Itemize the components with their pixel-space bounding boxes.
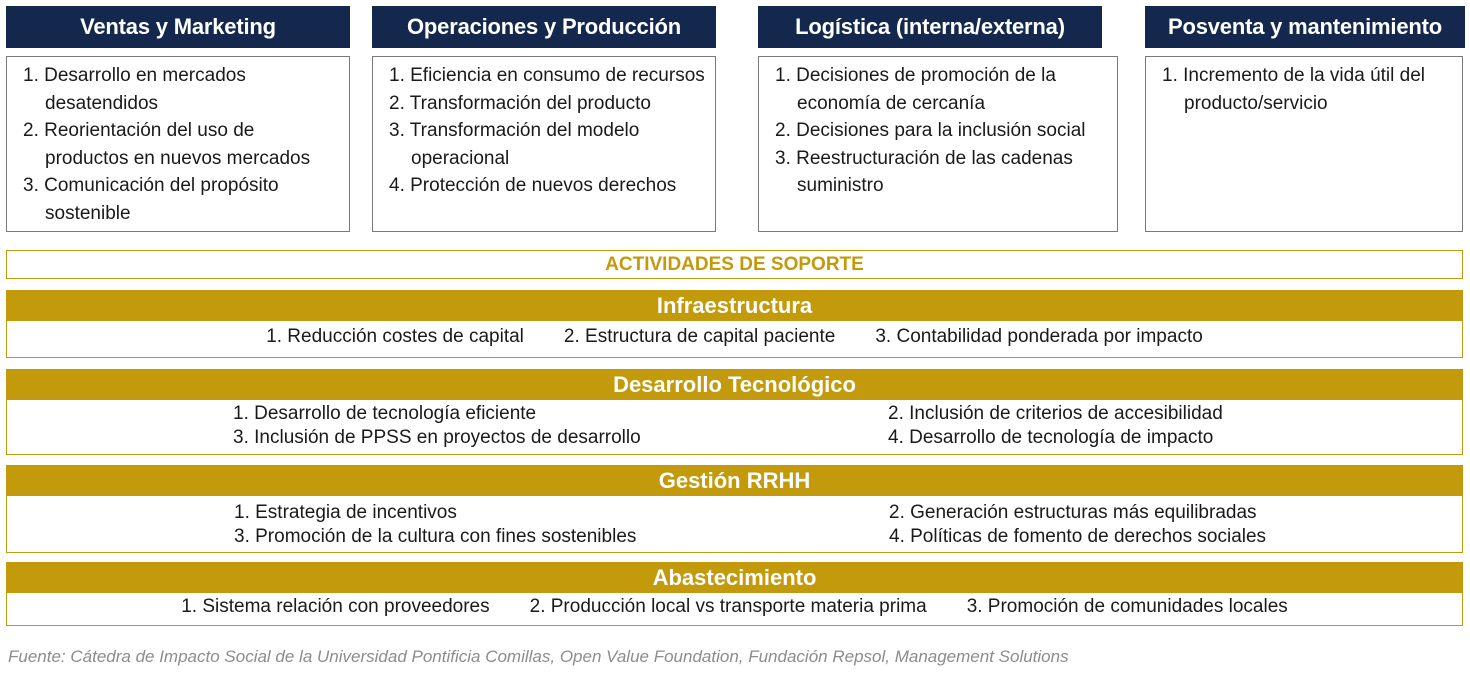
band-item: 4. Desarrollo de tecnología de impacto: [888, 427, 1214, 448]
list-item: 2. Reorientación del uso de productos en nuevos mercados: [23, 120, 311, 169]
column-ventas-marketing: [6, 6, 350, 232]
column-title: Logística (interna/externa): [758, 6, 1102, 48]
list-item: 3. Transformación del modelo operacional: [389, 120, 640, 169]
column-title: Operaciones y Producción: [372, 6, 716, 48]
band-title: Infraestructura: [7, 291, 1462, 321]
band-title: Gestión RRHH: [7, 466, 1462, 496]
list-item: 3. Comunicación del propósito sostenible: [23, 175, 279, 224]
band-abastecimiento: [6, 562, 1463, 626]
list-item: 2. Transformación del producto: [389, 92, 651, 114]
band-item: 1. Desarrollo de tecnología eficiente: [233, 403, 537, 424]
band-title: Abastecimiento: [7, 563, 1462, 593]
list-item: 1. Incremento de la vida útil del producto/servicio: [1162, 65, 1425, 114]
column-posventa: [1145, 6, 1465, 232]
band-items: [7, 321, 1462, 348]
column-items-box: [1145, 56, 1463, 232]
list-item: 4. Protección de nuevos derechos: [389, 175, 677, 196]
band-item: 1. Sistema relación con proveedores: [181, 596, 490, 617]
column-logistica: [758, 6, 1102, 232]
band-gestion-rrhh: [6, 465, 1463, 553]
band-item: 2. Generación estructuras más equilibradas: [889, 502, 1257, 523]
band-items: [7, 496, 1462, 549]
support-activities-title: ACTIVIDADES DE SOPORTE: [6, 250, 1463, 279]
column-items-box: [758, 56, 1118, 232]
band-item: 3. Promoción de la cultura con fines sostenibles: [234, 526, 637, 547]
band-item: 1. Reducción costes de capital: [266, 326, 524, 347]
column-items-box: [372, 56, 716, 232]
band-item: 2. Producción local vs transporte materia prima: [529, 596, 927, 617]
band-item: 3. Contabilidad ponderada por impacto: [875, 326, 1203, 347]
band-item: 3. Inclusión de PPSS en proyectos de desarrollo: [233, 427, 641, 448]
source-footnote: Fuente: Cátedra de Impacto Social de la Universidad Pontificia Comillas, Open Value Foundation, Fundación Repsol, Management Solutions: [8, 647, 1069, 666]
band-infraestructura: [6, 290, 1463, 358]
band-item: 1. Estrategia de incentivos: [234, 502, 457, 523]
band-title: Desarrollo Tecnológico: [7, 370, 1462, 400]
list-item: 1. Eficiencia en consumo de recursos: [389, 65, 705, 86]
band-items: [7, 593, 1462, 618]
list-item: 1. Desarrollo en mercados desatendidos: [23, 65, 246, 114]
list-item: 1. Decisiones de promoción de la economía de cercanía: [775, 65, 1056, 114]
band-item: 3. Promoción de comunidades locales: [966, 596, 1288, 617]
list-item: 3. Reestructuración de las cadenas suministro: [775, 147, 1073, 196]
band-items: [7, 400, 1462, 450]
column-operaciones-produccion: [372, 6, 716, 232]
band-item: 2. Estructura de capital paciente: [563, 326, 836, 347]
list-item: 2. Decisiones para la inclusión social: [775, 120, 1086, 141]
band-item: 2. Inclusión de criterios de accesibilidad: [888, 403, 1223, 424]
band-desarrollo-tecnologico: [6, 369, 1463, 455]
column-title: Ventas y Marketing: [6, 6, 350, 48]
band-item: 4. Políticas de fomento de derechos sociales: [889, 526, 1267, 547]
column-title: Posventa y mantenimiento: [1145, 6, 1465, 48]
column-items-box: [6, 56, 350, 232]
